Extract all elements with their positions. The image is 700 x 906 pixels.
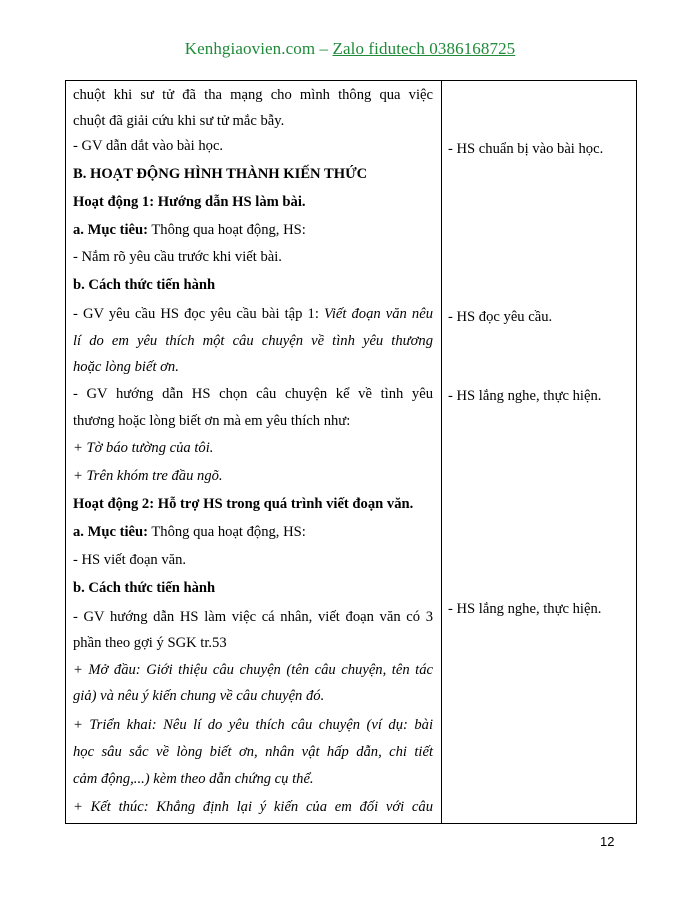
text-line: hoặc lòng biết ơn. (73, 359, 179, 375)
text-line: - HS viết đoạn văn. (73, 552, 187, 568)
text-line: chuột đã giải cứu khi sư tử mắc bẫy. (73, 113, 285, 129)
page-header (0, 39, 700, 59)
column-divider (441, 81, 442, 823)
task-line (73, 304, 433, 324)
lesson-table (65, 80, 637, 824)
story-item: + Tờ báo tường của tôi. (73, 440, 214, 456)
method-heading: b. Cách thức tiến hành (73, 277, 216, 293)
student-response: - HS chuẩn bị vào bài học. (448, 141, 604, 157)
text-line: - Nắm rõ yêu cầu trước khi viết bài. (73, 249, 282, 265)
student-response: - HS lắng nghe, thực hiện. (448, 388, 602, 404)
story-item: + Trên khóm tre đầu ngõ. (73, 468, 223, 484)
text-line: thương hoặc lòng biết ơn mà em yêu thích như: (73, 413, 351, 429)
text-line: - GV dẫn dắt vào bài học. (73, 138, 224, 154)
text-line: lí do em yêu thích một câu chuyện về tình yêu thương (73, 333, 433, 349)
text-line: + Mở đầu: Giới thiệu câu chuyện (tên câu chuyện, tên tác (73, 662, 433, 678)
text-line: phần theo gợi ý SGK tr.53 (73, 635, 227, 651)
text-line: chuột khi sư tử đã tha mạng cho mình thông qua việc (73, 87, 433, 103)
text-line: học sâu sắc về lòng biết ơn, nhân vật hấp dẫn, chi tiết (73, 744, 433, 760)
contact-link[interactable]: Zalo fidutech 0386168725 (332, 39, 516, 58)
objective-text: Thông qua hoạt động, HS: (151, 222, 306, 238)
header-separator: – (319, 39, 329, 58)
task-prefix: - GV yêu cầu HS đọc yêu cầu bài tập 1: (73, 306, 319, 322)
objective-line (73, 522, 433, 542)
text-line: giả) và nêu ý kiến chung về câu chuyện đó. (73, 688, 325, 704)
text-line: + Triển khai: Nêu lí do yêu thích câu chuyện (ví dụ: bài (73, 717, 433, 733)
student-response: - HS lắng nghe, thực hiện. (448, 601, 602, 617)
objective-label: a. Mục tiêu: (73, 222, 148, 238)
site-name: Kenhgiaovien.com (184, 39, 316, 58)
activity-heading: Hoạt động 2: Hỗ trợ HS trong quá trình viết đoạn văn. (73, 496, 414, 512)
text-line: - GV hướng dẫn HS chọn câu chuyện kể về tình yêu (73, 386, 433, 402)
text-line: + Kết thúc: Khẳng định lại ý kiến của em đối với câu (73, 799, 433, 815)
section-heading: B. HOẠT ĐỘNG HÌNH THÀNH KIẾN THỨC (73, 166, 368, 182)
activity-heading: Hoạt động 1: Hướng dẫn HS làm bài. (73, 194, 306, 210)
text-line: cảm động,...) kèm theo dẫn chứng cụ thể. (73, 771, 314, 787)
method-heading: b. Cách thức tiến hành (73, 580, 216, 596)
objective-text: Thông qua hoạt động, HS: (151, 524, 306, 540)
objective-line (73, 220, 433, 240)
text-line: - GV hướng dẫn HS làm việc cá nhân, viết đoạn văn có 3 (73, 609, 433, 625)
task-italic: Viết đoạn văn nêu (324, 306, 433, 322)
student-response: - HS đọc yêu cầu. (448, 309, 553, 325)
page-number: 12 (600, 834, 615, 849)
objective-label: a. Mục tiêu: (73, 524, 148, 540)
